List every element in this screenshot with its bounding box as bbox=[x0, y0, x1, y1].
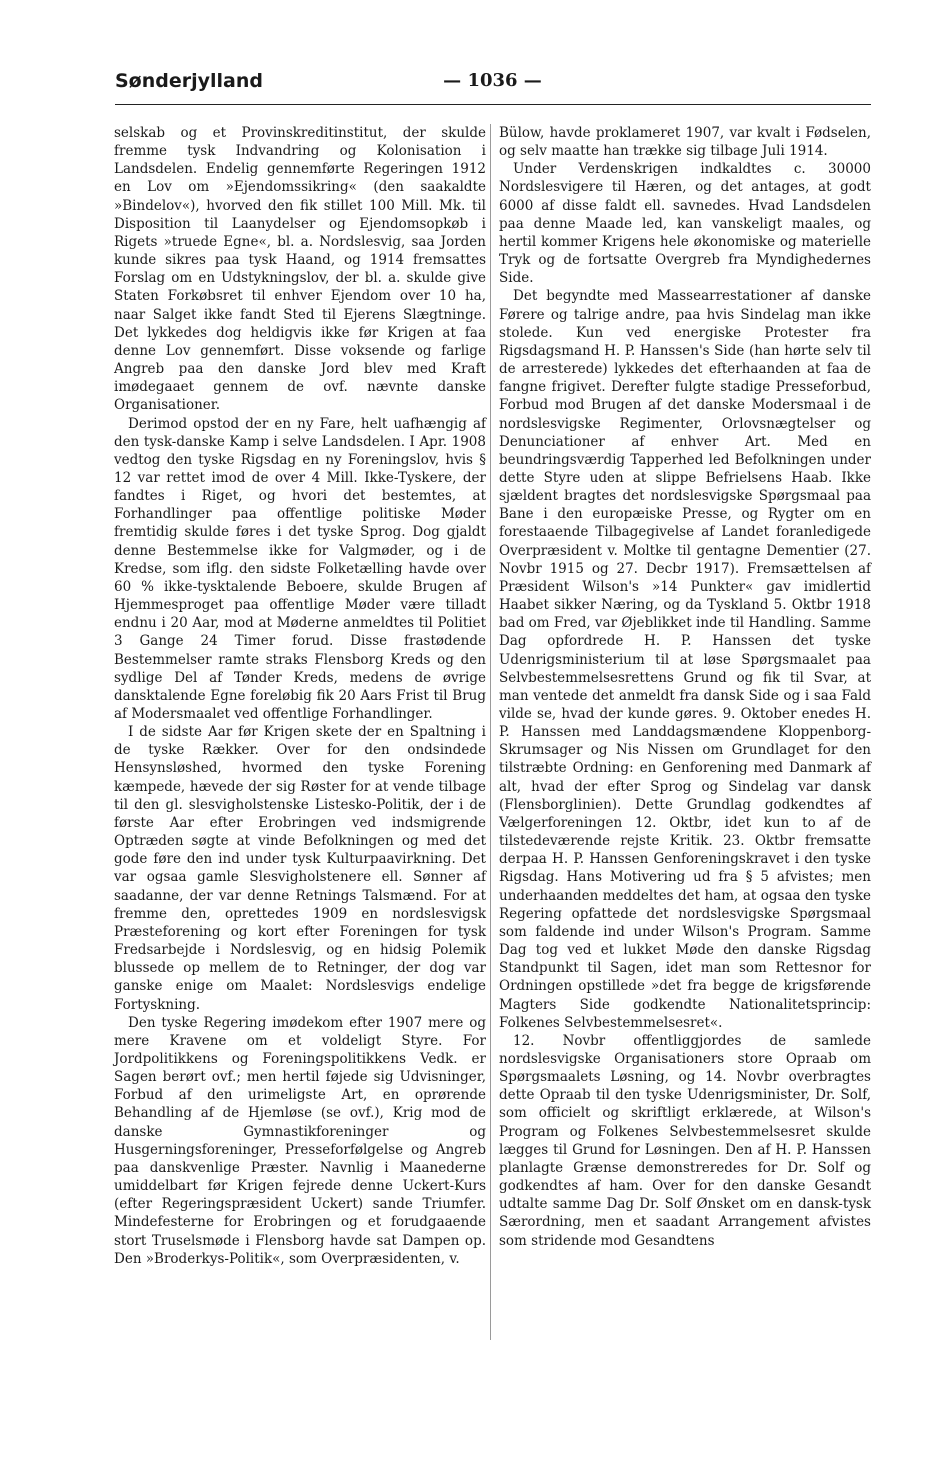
paragraph: Det begyndte med Massearrestationer af danske Førere og talrige andre, paa hvis Sindelag man ikke stolede. Kun ved energiske Protester fra Rigsdagsmand H. P. Hanssen's Side (han hørte selv til de arresterede) lykkedes det efterhaanden at faa de fangne frigivet. Derefter fulgte stadige Presseforbud, Forbud mod Brugen af det danske Modersmaal i de nordslesvigske Regimenter, Orlovsnægtelser og Denunciationer af enhver Art. Med en beundringsværdig Tapperhed led Befolkningen under dette Styre uden at slippe Befrielsens Haab. Ikke sjældent bragtes det nordslesvigske Spørgsmaal paa Bane i den europæiske Presse, og Rygter om en forestaaende Tilbagegivelse af Landet foranledigede Overpræsident v. Moltke til gentagne Dementier (27. Novbr 1915 og 27. Decbr 1917). Fremsættelsen af Præsident Wilson's »14 Punkter« gav imidlertid Haabet sikker Næring, og da Tyskland 5. Oktbr 1918 bad om Fred, var Øjeblikket inde til Handling. Samme Dag opfordrede H. P. Hanssen det tyske Udenrigsministerium til at løse Spørgsmaalet paa Selvbestemmelsesrettens Grund og fik til Svar, at man ventede det anmeldt fra dansk Side og i saa Fald vilde se, hvad der kunde gøres. 9. Oktober enedes H. P. Hanssen med Landdagsmændene Kloppenborg-Skrumsager og Nis Nissen om Grundlaget for den tilstræbte Ordning: en Genforening med Danmark af alt, hvad der efter Sprog og Sindelag var dansk (Flensborglinien). Dette Grundlag godkendtes af Vælgerforeningen 12. Oktbr, idet kun to af de tilstedeværende rejste Kritik. 23. Oktbr fremsatte derpaa H. P. Hanssen Genforeningskravet i den tyske Rigsdag. Hans Motivering ud fra § 5 afvistes; men underhaanden meddeltes det ham, at ogsaa den tyske Regering opfattede det nordslesvigske Spørgsmaal som faldende ind under Wilson's Program. Samme Dag tog ved et lukket Møde den danske Rigsdag Standpunkt til Sagen, idet man som Rettesnor for Ordningen opstillede »det fra begge de krigsførende Magters Side godkendte Nationalitetsprincip: Folkenes Selvbestemmelsesret«. bbox=[499, 288, 871, 1031]
paragraph: Den tyske Regering imødekom efter 1907 mere og mere Kravene om et voldeligt Styre. For Jordpolitikkens og Foreningspolitikkens Vedk. er Sagen berørt ovf.; men hertil føjede sig Udvisninger, Forbud af den urimeligste Art, en oprørende Behandling af de Hjemløse (se ovf.), Krig mod de danske Gymnastikforeninger og Husgerningsforeninger, Presseforfølgelse og Angreb paa danskvenlige Præster. Navnlig i Maanederne umiddelbart før Krigen fejrede denne Uckert-Kurs (efter Regeringspræsident Uckert) sande Triumfer. Mindefesterne for Erobringen og et forudgaaende stort Truselsmøde i Flensborg havde sat Dampen op. Den »Broderkys-Politik«, som Overpræsidenten, v. bbox=[114, 1014, 486, 1267]
page-number: — 1036 — bbox=[443, 70, 542, 91]
paragraph: selskab og et Provinskreditinstitut, der skulde fremme tysk Indvandring og Kolonisation i Landsdelen. Endelig gennemførte Regeringen 1912 en Lov om »Ejendomssikring« (den saakaldte »Bindelov«), hvorved den fik stillet 100 Mill. Mk. til Disposition til Laanydelser og Ejendomsopkøb i Rigets »truede Egne«, bl. a. Nordslesvig, saa Jorden kunde sikres paa tysk Haand, og 1914 fremsattes Forslag om en Udstykningslov, der bl. a. skulde give Staten Forkøbsret til enhver Ejendom over 10 ha, naar Salget ikke fandt Sted til Ejerens Slægtninge. Det lykkedes dog heldigvis ikke før Krigen at faa denne Lov gennemført. Disse voksende og farlige Angreb paa den danske Jord blev med Kraft imødegaaet gennem de ovf. nævnte danske Organisationer. bbox=[114, 125, 486, 414]
paragraph: Under Verdenskrigen indkaldtes c. 30000 Nordslesvigere til Hæren, og det antages, at godt 6000 af disse faldt ell. savnedes. Hvad Landsdelen paa denne Maade led, kan vanskeligt maales, og hertil kommer Krigens hele økonomiske og materielle Tryk og de fortsatte Overgreb fra Myndighedernes Side. bbox=[499, 161, 871, 287]
right-column bbox=[499, 124, 871, 1250]
page-header bbox=[115, 66, 870, 100]
column-divider bbox=[490, 124, 491, 1340]
paragraph: Derimod opstod der en ny Fare, helt uafhængig af den tysk-danske Kamp i selve Landsdelen. I Apr. 1908 vedtog den tyske Rigsdag en ny Foreningslov, hvis § 12 var rettet imod de over 4 Mill. Ikke-Tyskere, der fandtes i Riget, og hvori det bestemtes, at Forhandlinger paa offentlige politiske Møder fremtidig skulde føres i det tyske Sprog. Dog gjaldt denne Bestemmelse ikke for Valgmøder, og i de Kredse, som iflg. den sidste Folketælling havde over 60 % ikke-tysktalende Beboere, skulde Brugen af Hjemmesproget paa offentlige Møder være tilladt endnu i 20 Aar, mod at Møderne anmeldtes til Politiet 3 Gange 24 Timer forud. Disse frastødende Bestemmelser ramte straks Flensborg Kreds og den sydlige Del af Tønder Kreds, medens de øvrige dansktalende Egne foreløbig fik 20 Aars Frist til Brug af Modersmaalet ved offentlige Forhandlinger. bbox=[114, 415, 486, 722]
left-column bbox=[114, 124, 486, 1268]
paragraph: 12. Novbr offentliggjordes de samlede nordslesvigske Organisationers store Opraab om Spørgsmaalets Løsning, og 14. Novbr overbragtes dette Opraab til den tyske Udenrigsminister, Dr. Solf, som officielt og skriftligt erklærede, at Wilson's Program og Folkenes Selvbestemmelsesret skulde lægges til Grund for Løsningen. Den af H. P. Hanssen planlagte Grænse demonstreredes for Dr. Solf og godkendtes af ham. Over for den danske Gesandt udtalte samme Dag Dr. Solf Ønsket om en dansk-tysk Særordning, men et saadant Arrangement afvistes som stridende mod Gesandtens bbox=[499, 1032, 871, 1249]
paragraph: I de sidste Aar før Krigen skete der en Spaltning i de tyske Rækker. Over for den ondsindede Hensynsløshed, hvormed den tyske Forening kæmpede, hævede der sig Røster for at vende tilbage til den gl. slesvigholstenske Listesko-Politik, der i de første Aar efter Erobringen ved indsmigrende Optræden søgte at vinde Befolkningen og med det gode føre den ind under tysk Kulturpaavirkning. Det var ogsaa gamle Slesvigholstenere ell. Sønner af saadanne, der var denne Retnings Talsmænd. For at fremme den, oprettedes 1909 en nordslesvigsk Præsteforening og kort efter Foreningen for tysk Fredsarbejde i Nordslesvig, og en hidsig Polemik blussede op mellem de to Retninger, der dog var ganske enige om Maalet: Nordslesvigs endelige Fortyskning. bbox=[114, 724, 486, 1013]
header-rule bbox=[115, 104, 871, 105]
paragraph: Bülow, havde proklameret 1907, var kvalt i Fødselen, og selv maatte han trække sig tilbage Juli 1914. bbox=[499, 125, 871, 160]
running-head: Sønderjylland bbox=[115, 70, 263, 92]
